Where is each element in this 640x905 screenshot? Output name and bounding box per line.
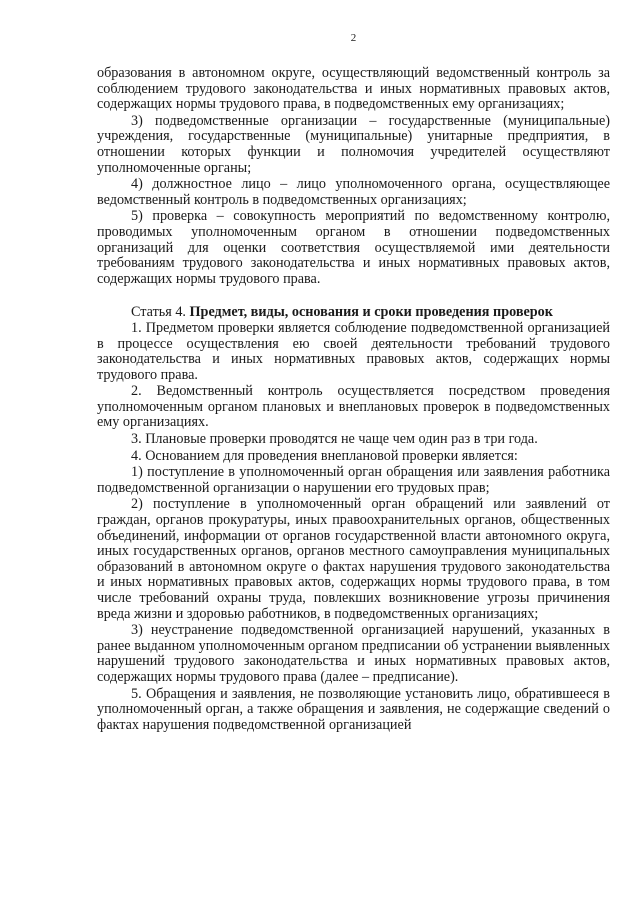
definition-item: 4) должностное лицо – лицо уполномоченного органа, осуществляющее ведомственный контроль в подведомственных организациях; — [97, 176, 610, 208]
continuation-text: образования в автономном округе, осуществляющий ведомственный контроль за соблюдением трудового законодательства и иных нормативных правовых актов, содержащих нормы трудового права, в подведомственных ему организациях; — [97, 65, 610, 113]
article-title: Предмет, виды, основания и сроки проведения проверок — [189, 304, 553, 321]
paragraph: 1) поступление в уполномоченный орган обращения или заявления работника подведомственной организации о нарушении его трудовых прав; — [97, 464, 610, 496]
definition-item: 5) проверка – совокупность мероприятий по ведомственному контролю, проводимых уполномоченным органом в отношении подведомственных организаций для оценки соответствия осуществляемой ими деятельности требованиям трудового законодательства и иных нормативных правовых актов, содержащих нормы трудового права. — [97, 208, 610, 287]
paragraph: 3) неустранение подведомственной организацией нарушений, указанных в ранее выданном уполномоченным органом предписании об устранении выявленных нарушений трудового законодательства и иных нормативных правовых актов, содержащих нормы трудового права (далее – предписание). — [97, 622, 610, 685]
paragraph: 2. Ведомственный контроль осуществляется посредством проведения уполномоченным органом плановых и внеплановых проверок в подведомственных ему организациях. — [97, 383, 610, 431]
paragraph: 2) поступление в уполномоченный орган обращений или заявлений от граждан, органов прокуратуры, иных правоохранительных органов, общественных объединений, информации от органов государственной власти автономного округа, иных государственных органов, органов местного самоуправления муниципальных образований в автономном округе о фактах нарушения трудового законодательства и иных нормативных правовых актов, содержащих нормы трудового права, в том числе требований охраны труда, повлекших возникновение угрозы причинения вреда жизни и здоровью работников, в подведомственных организациях; — [97, 496, 610, 622]
paragraph: 4. Основанием для проведения внеплановой проверки является: — [131, 447, 518, 464]
paragraph: 3. Плановые проверки проводятся не чаще чем один раз в три года. — [131, 431, 538, 448]
paragraph: 5. Обращения и заявления, не позволяющие установить лицо, обратившееся в уполномоченный орган, а также обращения и заявления, не содержащие сведений о фактах нарушения подведомственной организацией — [97, 685, 610, 733]
definition-item: 3) подведомственные организации – государственные (муниципальные) учреждения, государственные (муниципальные) унитарные предприятия, в отношении которых функции и полномочия учредителей осуществляют уполномоченные органы; — [97, 112, 610, 176]
article-number: Статья 4. — [131, 304, 186, 321]
article-heading — [97, 305, 610, 321]
paragraph: 1. Предметом проверки является соблюдение подведомственной организацией в процессе осуществления ею своей деятельности требований трудового законодательства и иных нормативных правовых актов, содержащих нормы трудового права. — [97, 319, 610, 383]
page-number: 2 — [350, 32, 357, 44]
